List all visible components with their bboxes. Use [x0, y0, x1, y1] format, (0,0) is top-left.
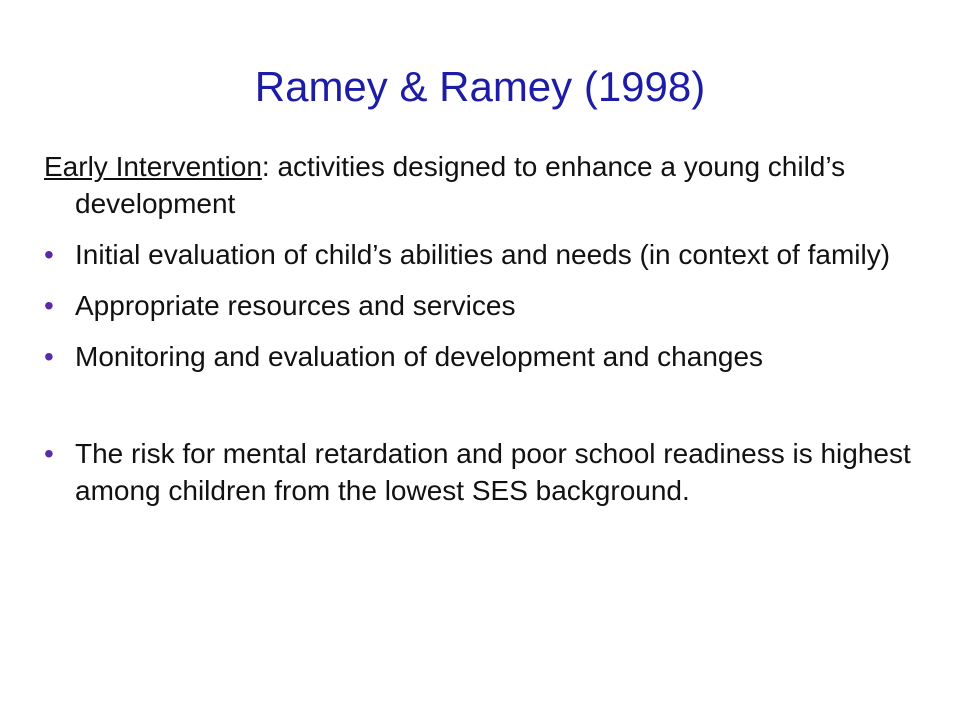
- intro-paragraph: [44, 148, 924, 222]
- bullet-icon: •: [44, 290, 54, 321]
- bullet-icon: •: [44, 341, 54, 372]
- bullet-text: Appropriate resources and services: [75, 290, 516, 321]
- bullet-item: [44, 287, 924, 324]
- bullet-icon: •: [44, 438, 54, 469]
- bullet-item: [44, 236, 924, 273]
- bullet-text: Monitoring and evaluation of development and changes: [75, 341, 764, 372]
- slide-body: [44, 148, 924, 523]
- bullet-text: The risk for mental retardation and poor school readiness is highest among children from the lowest SES background.: [75, 438, 911, 506]
- slide-title: Ramey & Ramey (1998): [254, 63, 706, 110]
- intro-definition: activities designed to enhance a young child’s development: [75, 151, 846, 219]
- intro-term: Early Intervention: [44, 151, 262, 182]
- intro-separator: :: [261, 151, 270, 182]
- bullet-item: [44, 435, 924, 509]
- bullet-icon: •: [44, 239, 54, 270]
- bullet-text: Initial evaluation of child’s abilities and needs (in context of family): [75, 239, 891, 270]
- bullet-item: [44, 338, 924, 375]
